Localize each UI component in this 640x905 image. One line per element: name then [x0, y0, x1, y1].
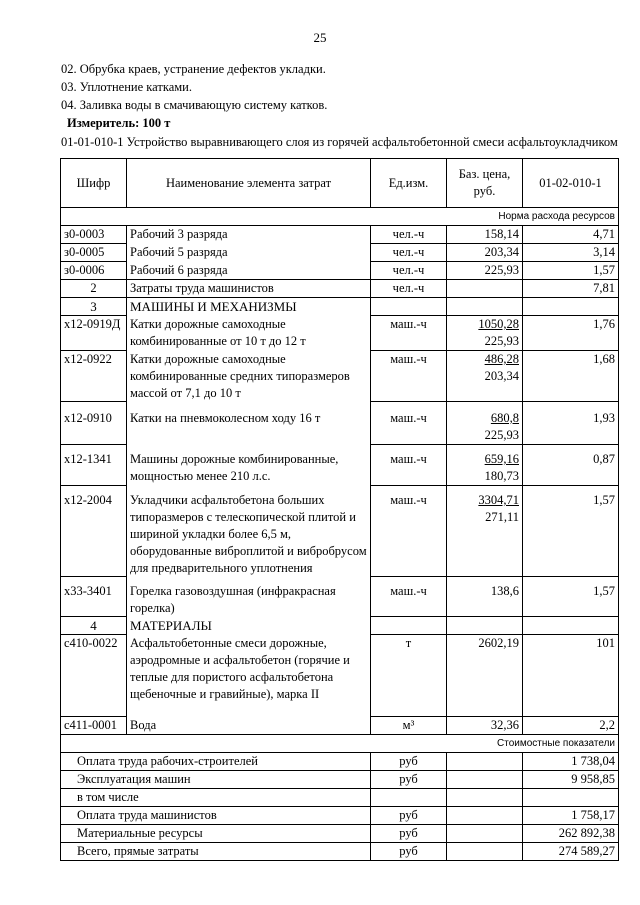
- cell-code: з0-0005: [61, 244, 127, 262]
- norm-note: Норма расхода ресурсов: [61, 208, 619, 226]
- cell-name: Затраты труда машинистов: [127, 280, 371, 298]
- cell-name: Горелка газовоздушная (инфракрасная горелка): [127, 577, 371, 617]
- cell-code: с411-0001: [61, 717, 127, 735]
- cell-price: [447, 298, 523, 316]
- cost-unit: руб: [371, 753, 447, 771]
- table-row: [61, 244, 619, 262]
- cost-price: [447, 789, 523, 807]
- price-labor: 225,93: [484, 334, 519, 348]
- cost-unit: руб: [371, 825, 447, 843]
- header-name: Наименование элемента затрат: [127, 159, 371, 208]
- cell-code: х12-0910: [61, 402, 127, 445]
- cell-price: [447, 316, 523, 351]
- cell-name: Рабочий 3 разряда: [127, 226, 371, 244]
- cell-price: 138,6: [447, 577, 523, 617]
- cell-unit: маш.-ч: [371, 486, 447, 577]
- cost-row: [61, 807, 619, 825]
- cost-value: [523, 789, 619, 807]
- cell-name: Рабочий 5 разряда: [127, 244, 371, 262]
- cost-note-row: [61, 735, 619, 753]
- cell-code: 2: [61, 280, 127, 298]
- cost-row: [61, 753, 619, 771]
- header-unit: Ед.изм.: [371, 159, 447, 208]
- price-labor: 271,11: [485, 510, 519, 524]
- header-price: Баз. цена, руб.: [447, 159, 523, 208]
- cell-name: Асфальтобетонные смеси дорожные, аэродромные и асфальтобетон (горячие и теплые для пористого асфальтобетона щебеночные и гравийные), марка II: [127, 635, 371, 717]
- page-number: 25: [313, 30, 327, 45]
- resource-table: [60, 158, 619, 861]
- cell-unit: чел.-ч: [371, 280, 447, 298]
- cost-name: Материальные ресурсы: [61, 825, 371, 843]
- cost-name: в том числе: [61, 789, 371, 807]
- cell-unit: т: [371, 635, 447, 717]
- cell-value: 1,76: [523, 316, 619, 351]
- cell-unit: чел.-ч: [371, 262, 447, 280]
- section-row: [61, 617, 619, 635]
- cost-value: 9 958,85: [523, 771, 619, 789]
- cell-value: 0,87: [523, 445, 619, 486]
- cost-value: 262 892,38: [523, 825, 619, 843]
- price-labor: 180,73: [484, 469, 519, 483]
- cell-code: х12-0919Д: [61, 316, 127, 351]
- header-norm: 01-02-010-1: [523, 159, 619, 208]
- cell-price: [447, 445, 523, 486]
- cell-name: Рабочий 6 разряда: [127, 262, 371, 280]
- cost-note: Стоимостные показатели: [61, 735, 619, 753]
- cell-value: 7,81: [523, 280, 619, 298]
- cost-unit: руб: [371, 843, 447, 861]
- section-title: МАШИНЫ И МЕХАНИЗМЫ: [127, 298, 371, 316]
- cell-value: 3,14: [523, 244, 619, 262]
- table-row: [61, 402, 619, 445]
- cell-price: [447, 351, 523, 402]
- machinist-row: [61, 280, 619, 298]
- cost-name: Оплата труда машинистов: [61, 807, 371, 825]
- cost-name: Эксплуатация машин: [61, 771, 371, 789]
- cell-unit: маш.-ч: [371, 316, 447, 351]
- intro-line: 03. Уплотнение катками.: [61, 80, 192, 94]
- cost-value: 274 589,27: [523, 843, 619, 861]
- cell-code: х12-0922: [61, 351, 127, 402]
- cell-price: 203,34: [447, 244, 523, 262]
- cost-row: [61, 825, 619, 843]
- table-row: [61, 226, 619, 244]
- cell-name: Катки дорожные самоходные комбинированные от 10 т до 12 т: [127, 316, 371, 351]
- cell-code: х12-2004: [61, 486, 127, 577]
- cell-value: 101: [523, 635, 619, 717]
- cell-value: 4,71: [523, 226, 619, 244]
- cost-unit: руб: [371, 771, 447, 789]
- cost-price: [447, 771, 523, 789]
- cost-price: [447, 843, 523, 861]
- cell-unit: маш.-ч: [371, 445, 447, 486]
- table-row: [61, 262, 619, 280]
- table-row: [61, 577, 619, 617]
- cell-code: х33-3401: [61, 577, 127, 617]
- price-main: 3304,71: [478, 493, 519, 507]
- table-row: [61, 351, 619, 402]
- cell-value: [523, 617, 619, 635]
- cell-code: з0-0003: [61, 226, 127, 244]
- cell-value: [523, 298, 619, 316]
- table-row: [61, 717, 619, 735]
- cost-value: 1 758,17: [523, 807, 619, 825]
- cell-value: 1,57: [523, 577, 619, 617]
- section-row: [61, 298, 619, 316]
- section-code: 3: [61, 298, 127, 316]
- cost-unit: [371, 789, 447, 807]
- price-labor: 203,34: [484, 369, 519, 383]
- norm-note-row: [61, 208, 619, 226]
- cost-row: [61, 789, 619, 807]
- cell-unit: м³: [371, 717, 447, 735]
- intro-text: [61, 60, 621, 150]
- cell-name: Укладчики асфальтобетона больших типоразмеров с телескопической плитой и шириной укладки более 6,5 м, оборудованные виброплитой и вибробрусом для предварительного уплотнения: [127, 486, 371, 577]
- cost-price: [447, 753, 523, 771]
- intro-line: 02. Обрубка краев, устранение дефектов укладки.: [61, 62, 326, 76]
- cell-value: 1,93: [523, 402, 619, 445]
- section-code: 4: [61, 617, 127, 635]
- cost-unit: руб: [371, 807, 447, 825]
- cell-unit: маш.-ч: [371, 351, 447, 402]
- table-row: [61, 635, 619, 717]
- section-title: МАТЕРИАЛЫ: [127, 617, 371, 635]
- cell-unit: маш.-ч: [371, 577, 447, 617]
- price-labor: 225,93: [484, 428, 519, 442]
- cost-price: [447, 807, 523, 825]
- cell-unit: чел.-ч: [371, 226, 447, 244]
- table-row: [61, 316, 619, 351]
- cell-value: 2,2: [523, 717, 619, 735]
- measure-line: Измеритель: 100 т: [67, 116, 171, 130]
- price-main: 486,28: [484, 352, 519, 366]
- cell-value: 1,57: [523, 486, 619, 577]
- code-line: 01-01-010-1 Устройство выравнивающего слоя из горячей асфальтобетонной смеси асфальтоукладчиком: [61, 135, 618, 149]
- cell-price: 158,14: [447, 226, 523, 244]
- cell-unit: маш.-ч: [371, 402, 447, 445]
- cell-name: Машины дорожные комбинированные, мощностью менее 210 л.с.: [127, 445, 371, 486]
- cell-price: [447, 280, 523, 298]
- cell-code: с410-0022: [61, 635, 127, 717]
- cost-value: 1 738,04: [523, 753, 619, 771]
- cell-name: Вода: [127, 717, 371, 735]
- table-row: [61, 445, 619, 486]
- cell-unit: [371, 298, 447, 316]
- price-main: 680,8: [490, 411, 519, 425]
- cost-name: Всего, прямые затраты: [61, 843, 371, 861]
- cell-value: 1,57: [523, 262, 619, 280]
- cell-price: [447, 486, 523, 577]
- header-code: Шифр: [61, 159, 127, 208]
- cost-price: [447, 825, 523, 843]
- cell-name: Катки дорожные самоходные комбинированные средних типоразмеров массой от 7,1 до 10 т: [127, 351, 371, 402]
- price-main: 1050,28: [478, 317, 519, 331]
- cell-price: [447, 617, 523, 635]
- cell-code: х12-1341: [61, 445, 127, 486]
- cost-row: [61, 843, 619, 861]
- cell-price: 32,36: [447, 717, 523, 735]
- intro-line: 04. Заливка воды в смачивающую систему катков.: [61, 98, 328, 112]
- cell-price: [447, 402, 523, 445]
- price-main: 659,16: [484, 452, 519, 466]
- cell-unit: чел.-ч: [371, 244, 447, 262]
- cost-row: [61, 771, 619, 789]
- cell-price: 2602,19: [447, 635, 523, 717]
- table-row: [61, 486, 619, 577]
- cell-value: 1,68: [523, 351, 619, 402]
- cell-name: Катки на пневмоколесном ходу 16 т: [127, 402, 371, 445]
- table-header-row: [61, 159, 619, 208]
- cell-code: з0-0006: [61, 262, 127, 280]
- cell-unit: [371, 617, 447, 635]
- cell-price: 225,93: [447, 262, 523, 280]
- cost-name: Оплата труда рабочих-строителей: [61, 753, 371, 771]
